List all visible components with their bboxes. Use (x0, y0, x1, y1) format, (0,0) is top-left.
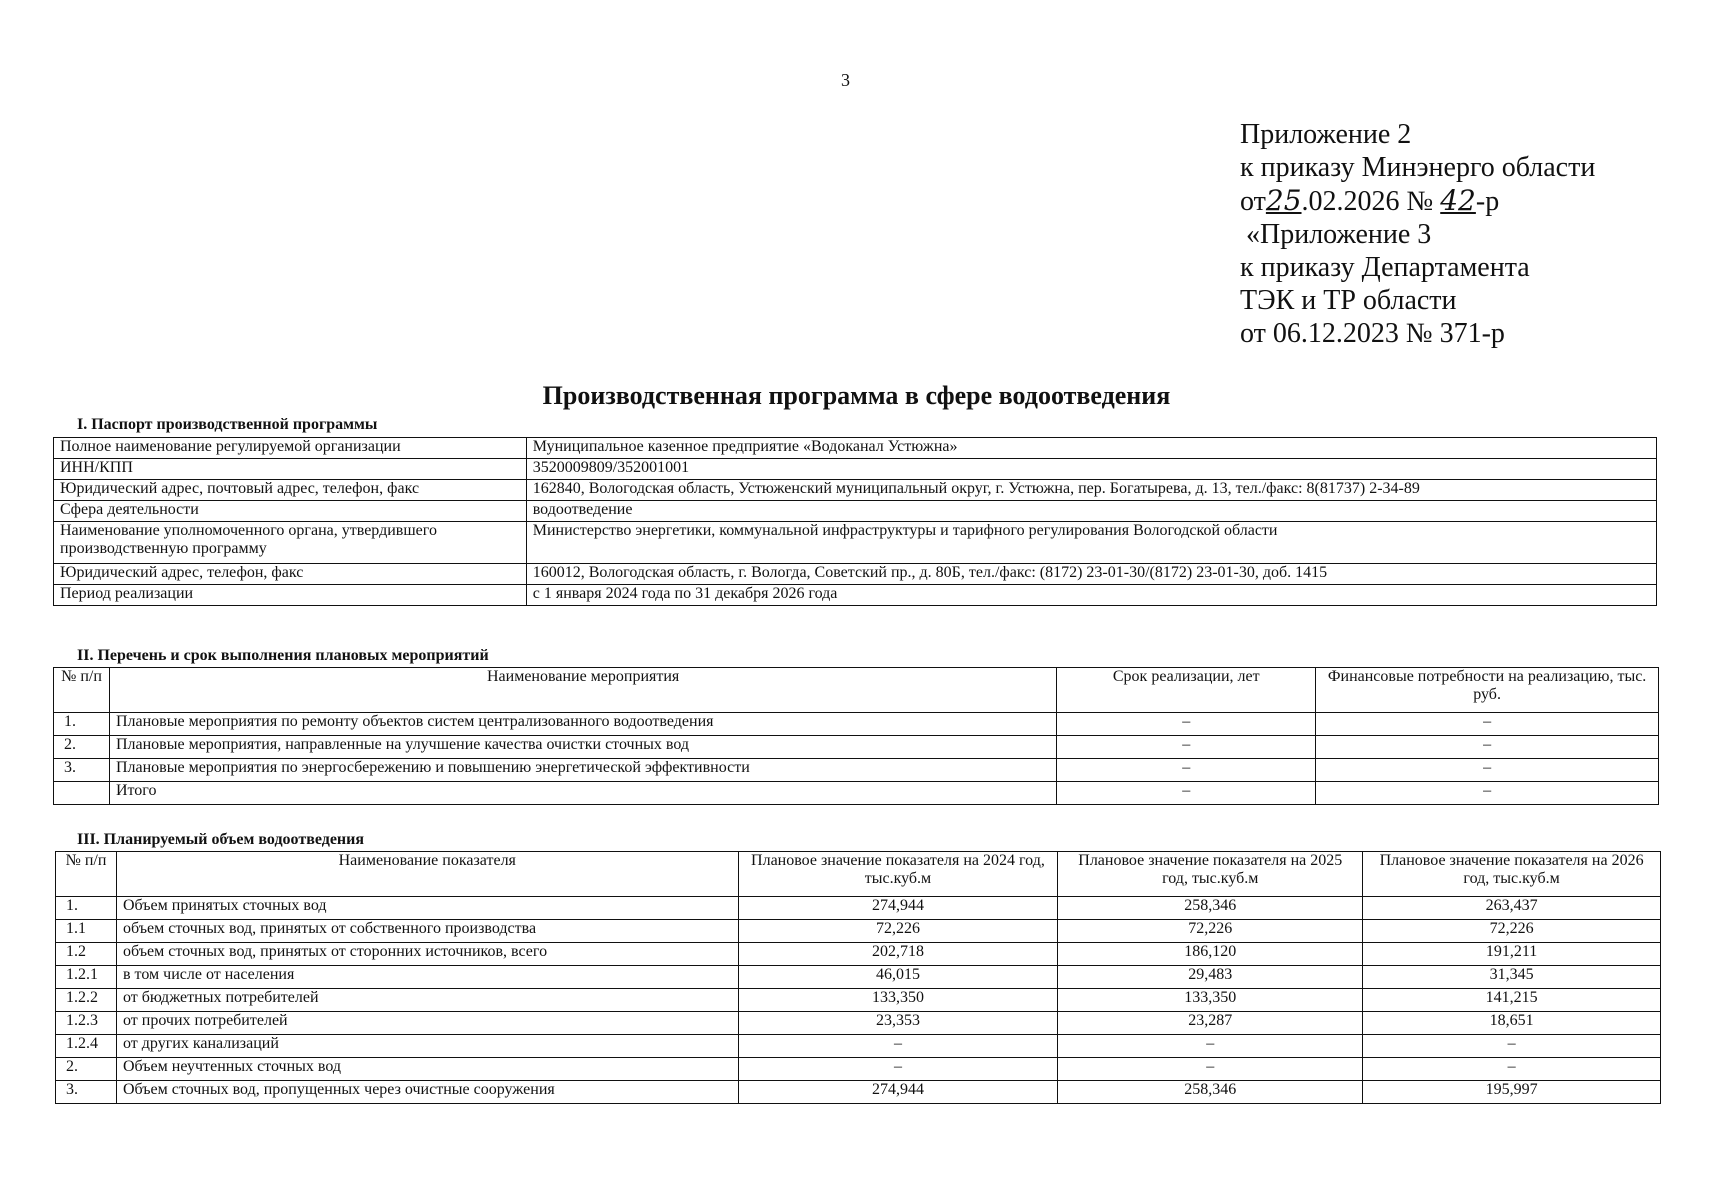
appendix-line-4: «Приложение 3 (1246, 219, 1432, 250)
volume-2024: 274,944 (738, 1081, 1058, 1104)
passport-row (54, 459, 1657, 480)
header-num: № п/п (56, 852, 117, 897)
volume-2025: – (1058, 1058, 1363, 1081)
volume-2026: 195,997 (1363, 1081, 1661, 1104)
handwritten-number: 42 (1440, 184, 1476, 217)
measure-term: – (1057, 782, 1316, 805)
measure-finance: – (1316, 736, 1659, 759)
volume-2026: 31,345 (1363, 966, 1661, 989)
appendix-date-prefix: от (1240, 186, 1266, 217)
volume-row (56, 1058, 1661, 1081)
appendix-line-5: к приказу Департамента (1240, 252, 1530, 283)
volume-2026: 18,651 (1363, 1012, 1661, 1035)
header-indicator-name: Наименование показателя (116, 852, 738, 897)
measure-term: – (1057, 759, 1316, 782)
measure-finance: – (1316, 782, 1659, 805)
passport-label: Наименование уполномоченного органа, утвердившего производственную программу (54, 522, 527, 564)
volume-2025: 133,350 (1058, 989, 1363, 1012)
passport-value: Муниципальное казенное предприятие «Водоканал Устюжна» (526, 438, 1656, 459)
measure-num: 3. (54, 759, 110, 782)
section-2-title: II. Перечень и срок выполнения плановых мероприятий (77, 647, 489, 664)
passport-table (53, 437, 1657, 606)
appendix-date-suffix: -р (1475, 186, 1500, 217)
passport-label: Юридический адрес, телефон, факс (54, 564, 527, 585)
volume-name: от прочих потребителей (116, 1012, 738, 1035)
volume-row (56, 989, 1661, 1012)
section-3-title: III. Планируемый объем водоотведения (77, 831, 365, 848)
measure-num: 2. (54, 736, 110, 759)
volume-num: 1. (56, 897, 117, 920)
volume-2025: 258,346 (1058, 897, 1363, 920)
header-2025: Плановое значение показателя на 2025 год, тыс.куб.м (1058, 852, 1363, 897)
volume-2026: – (1363, 1035, 1661, 1058)
volume-num: 1.2 (56, 943, 117, 966)
appendix-line-1: Приложение 2 (1240, 119, 1412, 150)
volume-table (55, 851, 1661, 1104)
volume-num: 1.2.3 (56, 1012, 117, 1035)
passport-label: ИНН/КПП (54, 459, 527, 480)
measure-term: – (1057, 736, 1316, 759)
measure-num (54, 782, 110, 805)
page-number: 3 (841, 70, 850, 90)
measure-name: Плановые мероприятия по энергосбережению и повышению энергетической эффективности (109, 759, 1056, 782)
volume-2024: 72,226 (738, 920, 1058, 943)
volume-row (56, 943, 1661, 966)
volume-name: от бюджетных потребителей (116, 989, 738, 1012)
measure-row (54, 736, 1659, 759)
measure-name: Плановые мероприятия, направленные на улучшение качества очистки сточных вод (109, 736, 1056, 759)
header-num: № п/п (54, 668, 110, 713)
appendix-line-6: ТЭК и ТР области (1240, 285, 1457, 316)
volume-2025: 186,120 (1058, 943, 1363, 966)
header-finance: Финансовые потребности на реализацию, тыс. руб. (1316, 668, 1659, 713)
appendix-line-3 (1240, 184, 1595, 218)
appendix-line-2: к приказу Минэнерго области (1240, 152, 1596, 183)
passport-value: с 1 января 2024 года по 31 декабря 2026 года (526, 585, 1656, 606)
volume-2026: 141,215 (1363, 989, 1661, 1012)
passport-row (54, 480, 1657, 501)
passport-value: 3520009809/352001001 (526, 459, 1656, 480)
header-2024: Плановое значение показателя на 2024 год, тыс.куб.м (738, 852, 1058, 897)
volume-2025: 29,483 (1058, 966, 1363, 989)
measure-row (54, 782, 1659, 805)
volume-name: объем сточных вод, принятых от сторонних источников, всего (116, 943, 738, 966)
section-1-title: I. Паспорт производственной программы (77, 416, 378, 433)
measure-row (54, 713, 1659, 736)
volume-name: Объем неучтенных сточных вод (116, 1058, 738, 1081)
measure-name: Плановые мероприятия по ремонту объектов систем централизованного водоотведения (109, 713, 1056, 736)
volume-2026: 191,211 (1363, 943, 1661, 966)
volume-row (56, 1035, 1661, 1058)
measure-row (54, 759, 1659, 782)
volume-name: Объем принятых сточных вод (116, 897, 738, 920)
passport-value: 162840, Вологодская область, Устюженский муниципальный округ, г. Устюжна, пер. Богатырева, д. 13, тел./факс: 8(81737) 2-34-89 (526, 480, 1656, 501)
volume-2026: 263,437 (1363, 897, 1661, 920)
volume-name: Объем сточных вод, пропущенных через очистные сооружения (116, 1081, 738, 1104)
passport-row (54, 522, 1657, 564)
passport-value: Министерство энергетики, коммунальной инфраструктуры и тарифного регулирования Вологодской области (526, 522, 1656, 564)
volume-row (56, 920, 1661, 943)
measure-finance: – (1316, 713, 1659, 736)
handwritten-day: 25 (1265, 184, 1302, 217)
appendix-date-mid: .02.2026 № (1301, 186, 1434, 217)
measures-table (53, 667, 1659, 805)
header-term: Срок реализации, лет (1057, 668, 1316, 713)
volume-2025: 258,346 (1058, 1081, 1363, 1104)
passport-value: водоотведение (526, 501, 1656, 522)
volume-name: объем сточных вод, принятых от собственного производства (116, 920, 738, 943)
passport-value: 160012, Вологодская область, г. Вологда, Советский пр., д. 80Б, тел./факс: (8172) 23-01-30/(8172) 23-01-30, доб. 1415 (526, 564, 1656, 585)
volume-2024: 23,353 (738, 1012, 1058, 1035)
measure-num: 1. (54, 713, 110, 736)
measure-name: Итого (109, 782, 1056, 805)
volume-2024: 133,350 (738, 989, 1058, 1012)
volume-2024: – (738, 1035, 1058, 1058)
volume-num: 1.2.4 (56, 1035, 117, 1058)
volume-2024: 274,944 (738, 897, 1058, 920)
volume-2025: – (1058, 1035, 1363, 1058)
volume-row (56, 1081, 1661, 1104)
volume-name: в том числе от населения (116, 966, 738, 989)
appendix-line-7: от 06.12.2023 № 371-р (1240, 318, 1505, 349)
passport-label: Период реализации (54, 585, 527, 606)
document-title: Производственная программа в сфере водоотведения (542, 381, 1171, 410)
volume-2025: 23,287 (1058, 1012, 1363, 1035)
volume-2024: 46,015 (738, 966, 1058, 989)
volume-num: 1.2.2 (56, 989, 117, 1012)
header-2026: Плановое значение показателя на 2026 год, тыс.куб.м (1363, 852, 1661, 897)
passport-row (54, 438, 1657, 459)
passport-row (54, 564, 1657, 585)
volume-num: 3. (56, 1081, 117, 1104)
volume-num: 2. (56, 1058, 117, 1081)
appendix-block (1240, 118, 1595, 350)
volume-row (56, 1012, 1661, 1035)
measures-header-row (54, 668, 1659, 713)
passport-label: Юридический адрес, почтовый адрес, телефон, факс (54, 480, 527, 501)
volume-num: 1.1 (56, 920, 117, 943)
passport-row (54, 585, 1657, 606)
volume-2024: 202,718 (738, 943, 1058, 966)
volume-2026: – (1363, 1058, 1661, 1081)
measure-finance: – (1316, 759, 1659, 782)
passport-row (54, 501, 1657, 522)
passport-label: Полное наименование регулируемой организации (54, 438, 527, 459)
measure-term: – (1057, 713, 1316, 736)
volume-name: от других канализаций (116, 1035, 738, 1058)
volume-2025: 72,226 (1058, 920, 1363, 943)
volume-row (56, 966, 1661, 989)
volume-header-row (56, 852, 1661, 897)
volume-row (56, 897, 1661, 920)
volume-2024: – (738, 1058, 1058, 1081)
passport-label: Сфера деятельности (54, 501, 527, 522)
volume-2026: 72,226 (1363, 920, 1661, 943)
volume-num: 1.2.1 (56, 966, 117, 989)
header-measure-name: Наименование мероприятия (109, 668, 1056, 713)
